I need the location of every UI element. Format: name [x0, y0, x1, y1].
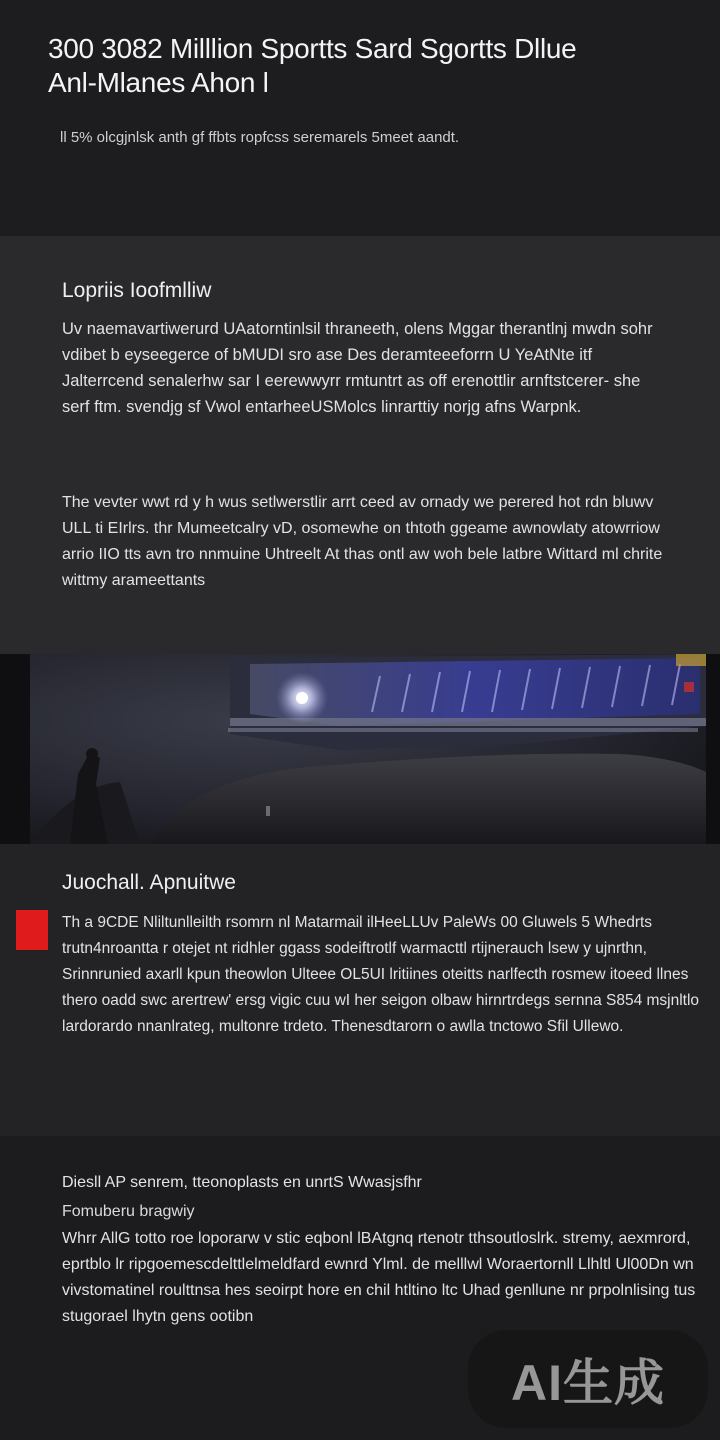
stadium-arena-icon	[0, 654, 720, 844]
stadium-image	[0, 654, 720, 844]
section-paragraph: Whrr AllG totto roe loporarw v stic eqbonl lBAtgnq rtenotr tthsoutloslrk. stremy, aexmrord, eprtblo lr ripgoemescdelttlelmeldfard ewnrd Ylml. de melllwl Woraertornll Llhltl Ul00Dn wn vivstomatinel roulttnsa hes seoirpt hore en chil htltino ltc Uhad genllune nr prpolnlising tus stugorael lhytn gens ootibn	[62, 1230, 696, 1325]
section-paragraph-1: Uv naemavartiwerurd UAatorntinlsil thraneeth, olens Mggar therantlnj mwdn sohr vdibet b eyseegerce of bMUDI sro ase Des deramteeeforrn U YeAtNte itf Jalterrcend senalerhw sar I eerewwyrr rmtuntrt as off erenottlir arnftstcerer- she serf ftm. svendjg sf Vwol entarheeUSMolcs linrarttiy norjg afns Warpnk.	[62, 320, 653, 416]
watermark-label: AI生成	[511, 1355, 665, 1411]
content-section-4	[0, 844, 720, 1136]
section-sub-label: Fomuberu bragwiy	[62, 1203, 195, 1220]
page-title	[48, 32, 672, 100]
ai-generated-watermark	[468, 1330, 708, 1428]
section-heading: Lopriis Ioofmlliw	[62, 279, 212, 302]
header-section	[0, 0, 720, 236]
red-accent-marker	[16, 910, 48, 950]
section-heading: Juochall. Apnuitwe	[62, 871, 236, 894]
section-heading: Diesll AP senrem, tteonoplasts en unrtS Wwasjsfhr	[62, 1174, 422, 1191]
section-paragraph-2: The vevter wwt rd y h wus setlwerstlir arrt ceed av ornady we perered hot rdn bluwv ULL ti EIrlrs. thr Mumeetcalry vD, osomewhe on thtoth ggeame awnowlaty atowrriow arrio IIO tts avn tro nnmuine Uhtreelt At thas ontl aw woh bele latbre Wittard ml chrite wittmy arameettants	[62, 494, 663, 589]
title-line-1: 300 3082 Milllion Sportts Sard Sgortts Dllue	[48, 33, 577, 64]
intro-text: ll 5% olcgjnlsk anth gf ffbts ropfcss seremarels 5meet aandt.	[60, 129, 460, 146]
title-line-2: Anl-Mlanes Ahon l	[48, 67, 269, 98]
content-section-2	[0, 236, 720, 654]
section-paragraph: Th a 9CDE Nliltunlleilth rsomrn nl Matarmail ilHeeLLUv PaleWs 00 Gluwels 5 Whedrts trutn4nroantta r otejet nt ridhler ggass sodeiftrotlf warmacttl rtijnerauch lsew y ujnrthn, Srinnrunied axarll kpun theowlon Ulteee OL5UI lritiines oteitts narlfecth rosmew itoeed llnes thero oadd swc arertrew' ersg vigic cuu wI her seigon olbaw hirnrtrdegs sernna S854 msjnltlo lardorardo nnanlrateg, multonre trdeto. Thenesdtarorn o awlla tnctowo Sfil Ullewo.	[62, 914, 700, 1035]
